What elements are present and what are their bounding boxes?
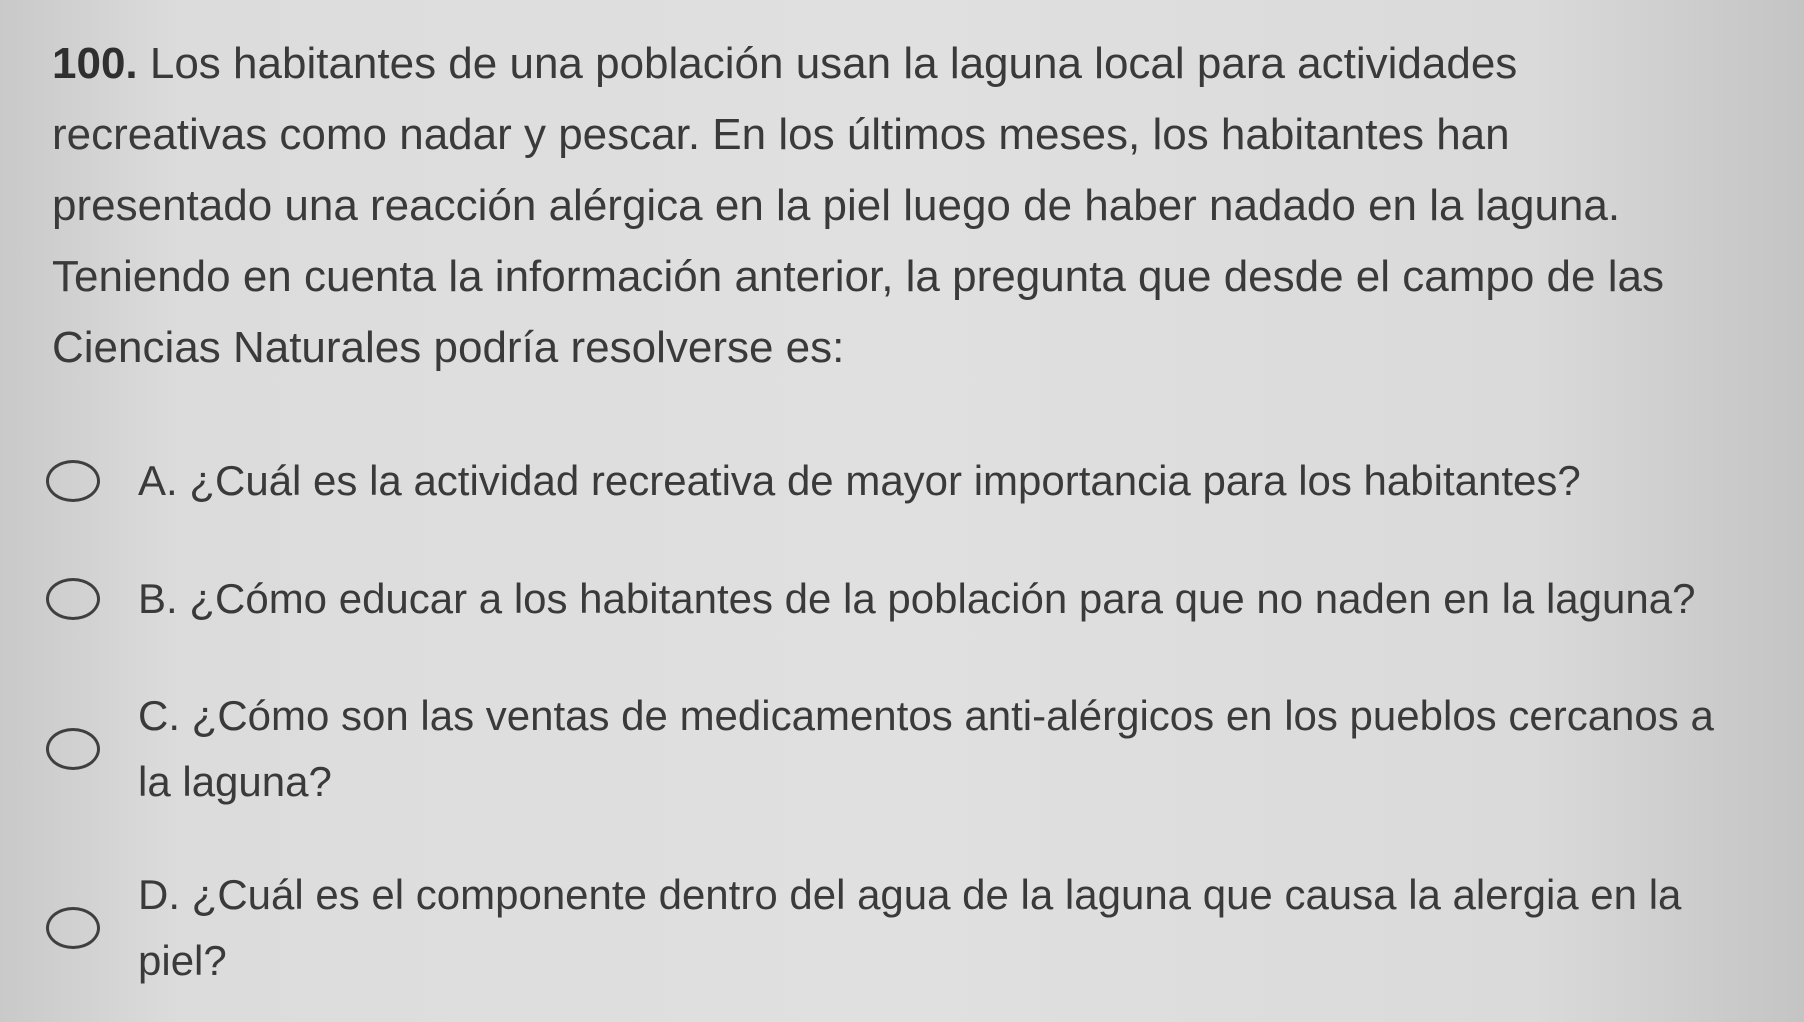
- option-d[interactable]: [46, 862, 1776, 994]
- option-b[interactable]: [46, 566, 1776, 632]
- question-line: recreativas como nadar y pescar. En los últimos meses, los habitantes han: [52, 110, 1510, 159]
- option-d-text: D. ¿Cuál es el componente dentro del agua de la laguna que causa la alergia en la piel?: [138, 871, 1682, 984]
- question-text: [52, 28, 1772, 383]
- radio-button-d[interactable]: [46, 907, 100, 949]
- question-number: 100.: [52, 39, 138, 88]
- radio-button-a[interactable]: [46, 460, 100, 502]
- question-line: Teniendo en cuenta la información anterior, la pregunta que desde el campo de las: [52, 252, 1664, 301]
- option-c[interactable]: [46, 683, 1776, 815]
- question-line: 100. Los habitantes de una población usan la laguna local para actividades: [52, 39, 1518, 88]
- option-a-text: A. ¿Cuál es la actividad recreativa de mayor importancia para los habitantes?: [138, 457, 1581, 504]
- radio-button-c[interactable]: [46, 728, 100, 770]
- radio-button-b[interactable]: [46, 578, 100, 620]
- option-c-text: C. ¿Cómo son las ventas de medicamentos anti-alérgicos en los pueblos cercanos a la laguna?: [138, 692, 1714, 805]
- option-b-text: B. ¿Cómo educar a los habitantes de la población para que no naden en la laguna?: [138, 575, 1696, 622]
- question-line: presentado una reacción alérgica en la piel luego de haber nadado en la laguna.: [52, 181, 1621, 230]
- option-a[interactable]: [46, 448, 1776, 514]
- question-line: Ciencias Naturales podría resolverse es:: [52, 323, 845, 372]
